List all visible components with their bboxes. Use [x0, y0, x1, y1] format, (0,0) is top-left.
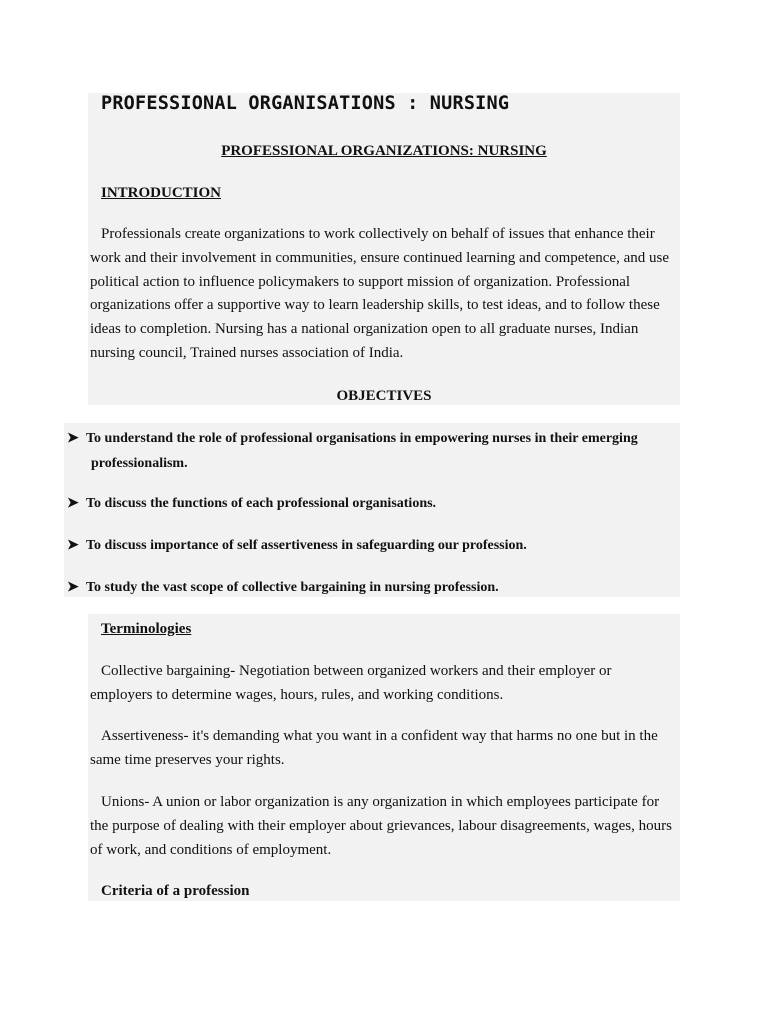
terminology-unions: Unions- A union or labor organization is any organization in which employees participate for the purpose of dealing with their employer about grievances, labour disagreements, wages, hours of work, and conditions of employment. [90, 794, 672, 858]
objective-item [67, 575, 667, 600]
objective-text: To understand the role of professional organisations in empowering nurses in their emerging [86, 431, 638, 446]
objective-text-continued: professionalism. [91, 456, 188, 471]
terminology-assertiveness: Assertiveness- it's demanding what you want in a confident way that harms no one but in the same time preserves your rights. [90, 728, 658, 768]
document-title: PROFESSIONAL ORGANISATIONS : NURSING [101, 93, 510, 114]
objective-item [67, 491, 667, 516]
objective-item [67, 533, 667, 558]
terminology-collective-bargaining: Collective bargaining- Negotiation between organized workers and their employer or employers to determine wages, hours, rules, and working conditions. [90, 663, 612, 703]
introduction-heading: INTRODUCTION [101, 185, 222, 201]
objective-item [67, 426, 667, 476]
page-heading: PROFESSIONAL ORGANIZATIONS: NURSING [221, 143, 547, 159]
objective-text: To study the vast scope of collective bargaining in nursing profession. [86, 580, 499, 595]
arrowhead-bullet-icon: ➤ [67, 496, 79, 511]
arrowhead-bullet-icon: ➤ [67, 580, 79, 595]
objectives-heading: OBJECTIVES [336, 388, 432, 404]
terminologies-heading: Terminologies [101, 621, 192, 637]
criteria-heading: Criteria of a profession [101, 883, 250, 899]
objective-text: To discuss importance of self assertiveness in safeguarding our profession. [86, 538, 527, 553]
objective-text: To discuss the functions of each professional organisations. [86, 496, 437, 511]
arrowhead-bullet-icon: ➤ [67, 431, 79, 446]
arrowhead-bullet-icon: ➤ [67, 538, 79, 553]
introduction-text: Professionals create organizations to work collectively on behalf of issues that enhance their work and their involvement in communities, ensure continued learning and competence, and use political action to influence policymakers to support mission of organization. Professional organizations offer a supportive way to learn leadership skills, to test ideas, and to follow these ideas to completion. Nursing has a national organization open to all graduate nurses, Indian nursing council, Trained nurses association of India. [90, 226, 669, 361]
